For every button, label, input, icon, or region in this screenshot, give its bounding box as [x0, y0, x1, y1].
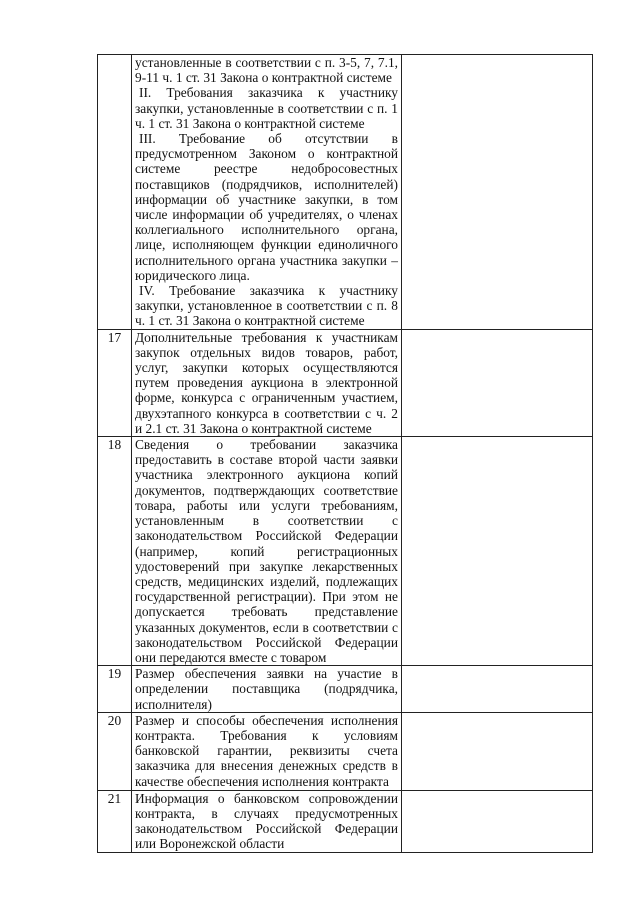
table-row [98, 666, 593, 713]
requirement-paragraph-3: III. Требование об отсутствии в предусмотренном Законом о контрактной системе реестре недобросовестных поставщиков (подрядчиков, исполнителей) информации об участнике закупки, в том числе информации об учредителях, о членах коллегиального исполнительного органа, лице, исполняющем функции единоличного исполнительного органа участника закупки – юридического лица. [135, 131, 398, 283]
row-description-cell [132, 55, 402, 330]
row-number: 17 [98, 329, 132, 436]
row-description [132, 329, 402, 436]
requirement-paragraph-2: II. Требования заказчика к участнику закупки, установленные в соответствии с п. 1 ч. 1 ст. 31 Закона о контрактной системе [135, 85, 398, 131]
row-value-cell [402, 55, 593, 330]
table-row [98, 790, 593, 852]
row-description [132, 712, 402, 790]
row-number: 18 [98, 437, 132, 666]
row-value-cell [402, 329, 593, 436]
table-row [98, 437, 593, 666]
row-value-cell [402, 712, 593, 790]
row-description-text: Информация о банковском сопровождении контракта, в случаях предусмотренных законодательством Российской Федерации или Воронежской области [135, 790, 398, 852]
table-row [98, 712, 593, 790]
row-value-cell [402, 437, 593, 666]
row-number: 20 [98, 712, 132, 790]
row-number: 21 [98, 790, 132, 852]
row-description-text: Дополнительные требования к участникам закупок отдельных видов товаров, работ, услуг, закупки которых осуществляются путем проведения аукциона в электронной форме, конкурса с ограниченным участием, двухэтапного конкурса в соответствии с ч. 2 и 2.1 ст. 31 Закона о контрактной системе [135, 329, 398, 436]
row-description-text: Размер обеспечения заявки на участие в определении поставщика (подрядчика, исполнителя) [135, 666, 398, 712]
row-value-cell [402, 666, 593, 713]
row-description-text: Размер и способы обеспечения исполнения контракта. Требования к условиям банковской гарантии, реквизиты счета заказчика для внесения денежных средств в качестве обеспечения исполнения контракта [135, 712, 398, 789]
table-row [98, 329, 593, 436]
requirement-paragraph-4: IV. Требование заказчика к участнику закупки, установленное в соответствии с п. 8 ч. 1 ст. 31 Закона о контрактной системе [135, 283, 398, 329]
row-number-cell [98, 55, 132, 330]
requirement-paragraph-1: установленные в соответствии с п. 3-5, 7, 7.1, 9-11 ч. 1 ст. 31 Закона о контрактной системе [135, 55, 398, 86]
row-value-cell [402, 790, 593, 852]
row-description-text: Сведения о требовании заказчика предоставить в составе второй части заявки участника электронного аукциона копий документов, подтверждающих соответствие товара, работы или услуги требованиям, установленным в соответствии с законодательством Российской Федерации (например, копий регистрационных удостоверений при закупке лекарственных средств, медицинских изделий, подлежащих государственной регистрации). При этом не допускается требовать представление указанных документов, если в соответствии с законодательством Российской Федерации они передаются вместе с товаром [135, 437, 398, 665]
row-description [132, 437, 402, 666]
row-description [132, 790, 402, 852]
table-row-continuation [98, 55, 593, 330]
row-description [132, 666, 402, 713]
requirements-table [97, 54, 593, 853]
row-number: 19 [98, 666, 132, 713]
